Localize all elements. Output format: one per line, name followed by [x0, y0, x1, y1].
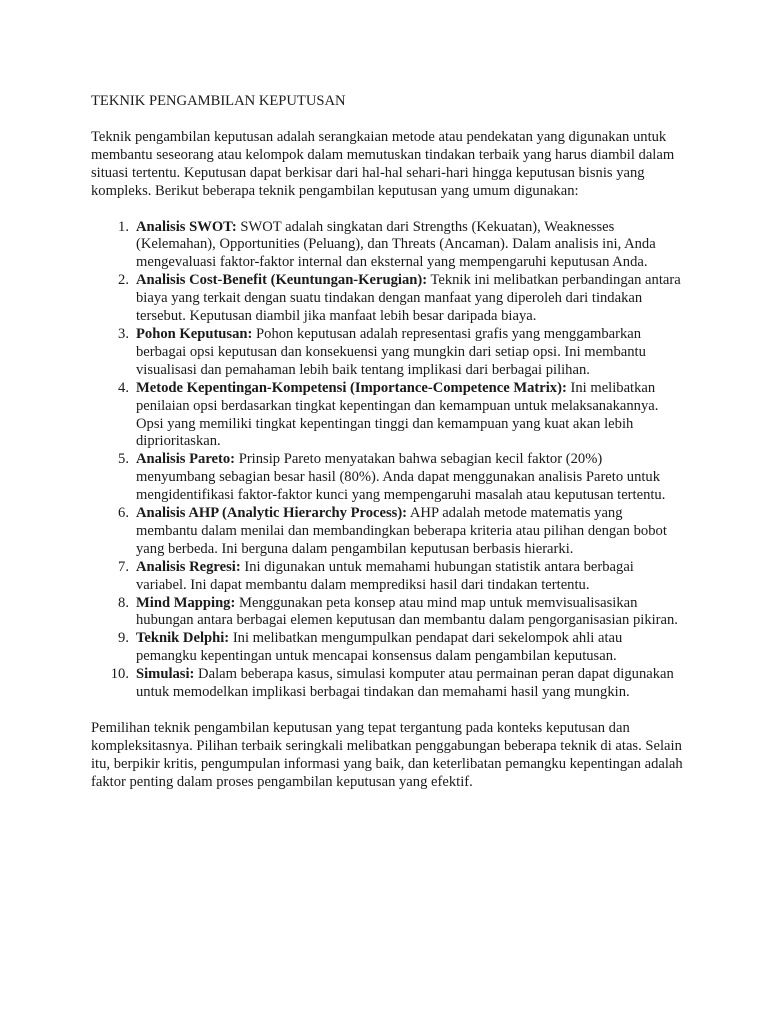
list-item-body [136, 451, 683, 505]
list-item-number: 10. [110, 666, 129, 683]
list-item-term: Simulasi: [136, 666, 195, 683]
list-item-term: Mind Mapping: [136, 594, 236, 611]
list-item [91, 326, 683, 380]
list-item-number: 4. [118, 379, 129, 396]
list-item-number: 8. [118, 594, 129, 611]
list-item-term: Pohon Keputusan: [136, 325, 253, 342]
list-item [91, 595, 683, 631]
list-item-text: Prinsip Pareto menyatakan bahwa sebagian kecil faktor (20%) menyumbang sebagian besar hasil (80%). Anda dapat menggunakan analisis Pareto untuk mengidentifikasi faktor-faktor kunci yang mempengaruhi masalah atau keputusan tertentu. [136, 451, 666, 504]
list-item-body [136, 272, 683, 326]
list-item-number: 6. [118, 505, 129, 522]
list-item-term: Teknik Delphi: [136, 630, 230, 647]
list-item [91, 380, 683, 452]
list-item-body [136, 380, 683, 452]
list-item-term: Analisis Pareto: [136, 451, 236, 468]
list-item-body [136, 666, 683, 702]
list-item-text: Ini melibatkan penilaian opsi berdasarkan tingkat kepentingan dan kemampuan untuk melaksanakannya. Opsi yang memiliki tingkat kepentingan tinggi dan kemampuan yang kuat akan lebih diprioritaskan. [136, 379, 659, 450]
list-item-term: Metode Kepentingan-Kompetensi (Importance-Competence Matrix): [136, 379, 567, 396]
list-item-body [136, 559, 683, 595]
list-item-body [136, 326, 683, 380]
list-item-text: Dalam beberapa kasus, simulasi komputer atau permainan peran dapat digunakan untuk memodelkan implikasi berbagai tindakan dan memahami hasil yang mungkin. [136, 666, 674, 701]
list-item-body [136, 595, 683, 631]
list-item-body [136, 630, 683, 666]
list-item [91, 272, 683, 326]
technique-list [91, 219, 683, 702]
list-item [91, 451, 683, 505]
list-item [91, 559, 683, 595]
list-item-number: 3. [118, 325, 129, 342]
list-item-term: Analisis SWOT: [136, 218, 237, 235]
list-item-number: 2. [118, 272, 129, 289]
list-item [91, 630, 683, 666]
closing-paragraph: Pemilihan teknik pengambilan keputusan yang tepat tergantung pada konteks keputusan dan kompleksitasnya. Pilihan terbaik seringkali melibatkan penggabungan beberapa teknik di atas. Selain itu, berpikir kritis, pengumpulan informasi yang baik, dan keterlibatan pemangku kepentingan adalah faktor penting dalam proses pengambilan keputusan yang efektif. [91, 720, 683, 790]
list-item-text: Ini melibatkan mengumpulkan pendapat dari sekelompok ahli atau pemangku kepentingan untuk mencapai konsensus dalam pengambilan keputusan. [136, 630, 623, 665]
document-title: TEKNIK PENGAMBILAN KEPUTUSAN [91, 93, 346, 109]
list-item-term: Analisis Cost-Benefit (Keuntungan-Kerugian): [136, 272, 428, 289]
list-item-body [136, 219, 683, 273]
list-item-body [136, 505, 683, 559]
list-item-number: 5. [118, 451, 129, 468]
list-item-text: AHP adalah metode matematis yang membantu dalam menilai dan membandingkan beberapa kriteria atau pilihan dengan bobot yang berbeda. Ini berguna dalam pengambilan keputusan berbasis hierarki. [136, 505, 667, 557]
list-item-number: 1. [118, 218, 129, 235]
list-item-text: Teknik ini melibatkan perbandingan antara biaya yang terkait dengan suatu tindakan dengan manfaat yang diperoleh dari tindakan tersebut. Keputusan diambil jika manfaat lebih besar daripada biaya. [136, 272, 681, 325]
list-item-text: Pohon keputusan adalah representasi grafis yang menggambarkan berbagai opsi keputusan dan konsekuensi yang mungkin dari setiap opsi. Ini membantu visualisasi dan pemahaman lebih baik tentang implikasi dari berbagai pilihan. [136, 325, 646, 378]
list-item-term: Analisis AHP (Analytic Hierarchy Process): [136, 505, 408, 522]
intro-paragraph: Teknik pengambilan keputusan adalah serangkaian metode atau pendekatan yang digunakan untuk membantu seseorang atau kelompok dalam memutuskan tindakan terbaik yang harus diambil dalam situasi tertentu. Keputusan dapat berkisar dari hal-hal sehari-hari hingga keputusan bisnis yang kompleks. Berikut beberapa teknik pengambilan keputusan yang umum digunakan: [91, 128, 675, 199]
list-item [91, 666, 683, 702]
list-item-text: Menggunakan peta konsep atau mind map untuk memvisualisasikan hubungan antara berbagai elemen keputusan dan membantu dalam pengorganisasian pikiran. [136, 594, 678, 629]
list-item-text: SWOT adalah singkatan dari Strengths (Kekuatan), Weaknesses (Kelemahan), Opportunities (Peluang), dan Threats (Ancaman). Dalam analisis ini, Anda mengevaluasi faktor-faktor internal dan eksternal yang mempengaruhi keputusan Anda. [136, 218, 656, 271]
list-item-text: Ini digunakan untuk memahami hubungan statistik antara berbagai variabel. Ini dapat membantu dalam memprediksi hasil dari tindakan tertentu. [136, 558, 634, 593]
document-page [91, 93, 683, 792]
list-item-number: 9. [118, 630, 129, 647]
list-item-term: Analisis Regresi: [136, 558, 241, 575]
list-item-number: 7. [118, 558, 129, 575]
list-item [91, 505, 683, 559]
list-item [91, 219, 683, 273]
